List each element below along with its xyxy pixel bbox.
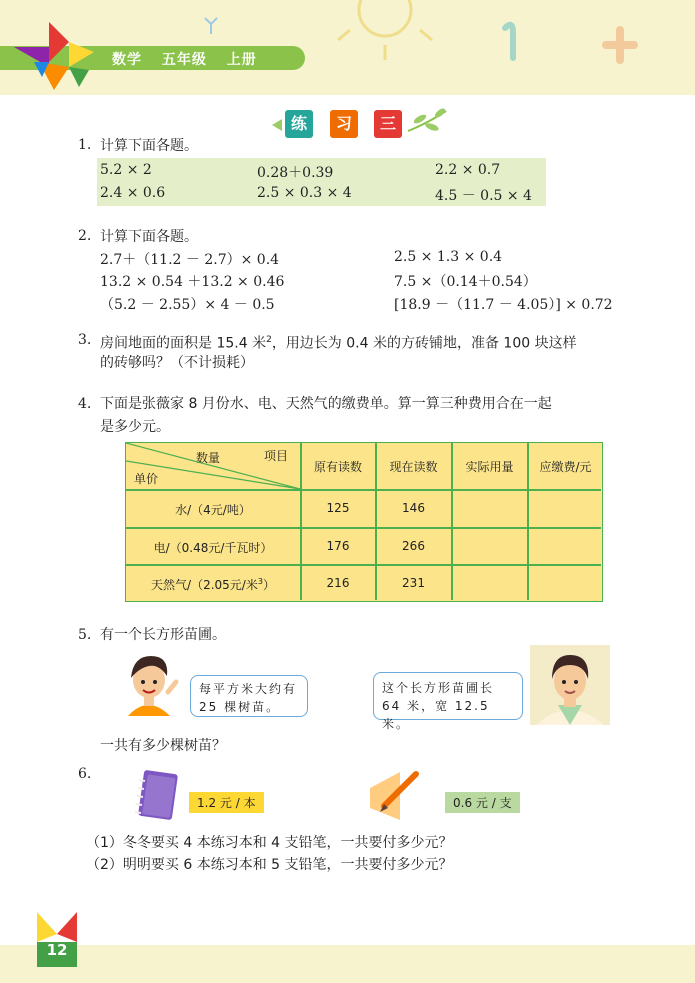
table-cell: 176 [326,539,350,553]
q3-number: 3. [78,332,92,348]
header-actual-usage: 实际用量 [465,460,514,474]
exercise-title-char-2: 习 [330,110,358,138]
q1-text: 计算下面各题。 [100,138,198,154]
q1-item: 2.5 × 0.3 × 4 [257,185,352,201]
notebook-price: 1.2 元 / 本 [189,792,264,813]
q2-number: 2. [78,228,92,244]
speech-bubble-right [373,672,523,731]
row-label-gas [126,576,300,593]
q1-item: 0.28＋0.39 [257,165,334,181]
boy-avatar [118,652,180,718]
fee-table [125,442,603,602]
header-current-reading: 现在读数 [389,460,438,474]
q2-item: [18.9 －（11.7 － 4.05）] × 0.72 [394,297,613,313]
header-fee-due: 应缴费/元 [539,460,592,474]
header-subject: 数学 [112,52,142,68]
bubble-left-line1: 每平方米大约有 [199,682,298,696]
title-branch-decoration [270,105,450,143]
table-cell: 216 [326,576,350,590]
q4-number: 4. [78,396,92,412]
corner-quantity: 数量 [196,451,221,465]
notebook-icon [133,770,178,822]
q5-text: 有一个长方形苗圃。 [100,627,226,643]
pencil-price: 0.6 元 / 支 [445,792,520,813]
q2-item: 13.2 × 0.54 ＋13.2 × 0.46 [100,274,285,290]
row-label-gas-sup: 3 [257,577,263,586]
q2-text: 计算下面各题。 [100,229,198,245]
header-grade: 五年级 [161,52,207,68]
teacher-avatar [530,645,610,725]
q3-line1-a: 房间地面的面积是 15.4 米 [100,335,267,352]
row-label-gas-text: 天然气/（2.05元/米 [151,578,258,592]
q3-line1-b: ，用边长为 0.4 米的方砖铺地，准备 100 块这样 [271,335,577,352]
header-volume: 上册 [226,52,257,68]
header-title [112,49,271,69]
q6-number: 6. [78,766,92,782]
bubble-right-line1: 这个长方形苗圃长 [382,681,495,695]
q1-item: 4.5 － 0.5 × 4 [435,188,532,204]
tangram-logo [14,22,104,92]
q5-question: 一共有多少棵树苗？ [100,738,226,754]
table-cell: 146 [402,501,425,515]
q5-number: 5. [78,627,92,643]
exercise-title-char-3: 三 [374,110,402,138]
exercise-title-char-1: 练 [285,110,313,138]
q3-line1-sup: 2 [266,335,272,345]
q2-item: 2.7＋（11.2 － 2.7）× 0.4 [100,252,280,268]
q2-item: （5.2 － 2.55）× 4 － 0.5 [100,297,275,313]
corner-unit-price: 单价 [134,472,159,486]
q6-sub2: （2）明明要买 6 本练习本和 5 支铅笔，一共要付多少元？ [86,857,453,873]
row-label-electricity: 电/（0.48元/千瓦时） [153,541,273,555]
row-label-water: 水/（4元/吨） [175,503,251,517]
q2-item: 7.5 ×（0.14＋0.54） [394,274,537,290]
q3-line2: 的砖够吗？（不计损耗） [100,355,254,371]
q1-item: 2.2 × 0.7 [435,162,501,178]
header-original-reading: 原有读数 [313,460,362,474]
q6-sub1: （1）冬冬要买 4 本练习本和 4 支铅笔，一共要付多少元？ [86,835,453,851]
q1-item: 5.2 × 2 [100,162,152,178]
sun-icon [359,0,411,36]
q4-line1: 下面是张薇家 8 月份水、电、天然气的缴费单。算一算三种费用合在一起 [100,396,552,412]
plus-icon [606,30,634,60]
corner-item: 项目 [264,449,289,463]
q4-line2: 是多少元。 [100,419,170,435]
row-label-gas-end: ） [262,578,275,592]
q1-item: 2.4 × 0.6 [100,185,166,201]
footer-band [0,945,695,983]
star-icon [205,18,217,34]
bubble-right-line2: 64 米，宽 12.5 米。 [382,699,490,731]
speech-bubble-left [190,675,308,717]
table-cell: 231 [402,576,425,590]
number-one-icon [505,25,513,58]
page-number: 12 [46,941,68,959]
pencil-icon [370,770,422,820]
bubble-left-line2: 25 棵树苗。 [199,700,281,714]
table-cell: 266 [402,539,425,553]
table-cell: 125 [326,501,350,515]
q1-number: 1. [78,137,92,153]
q2-item: 2.5 × 1.3 × 0.4 [394,249,503,265]
